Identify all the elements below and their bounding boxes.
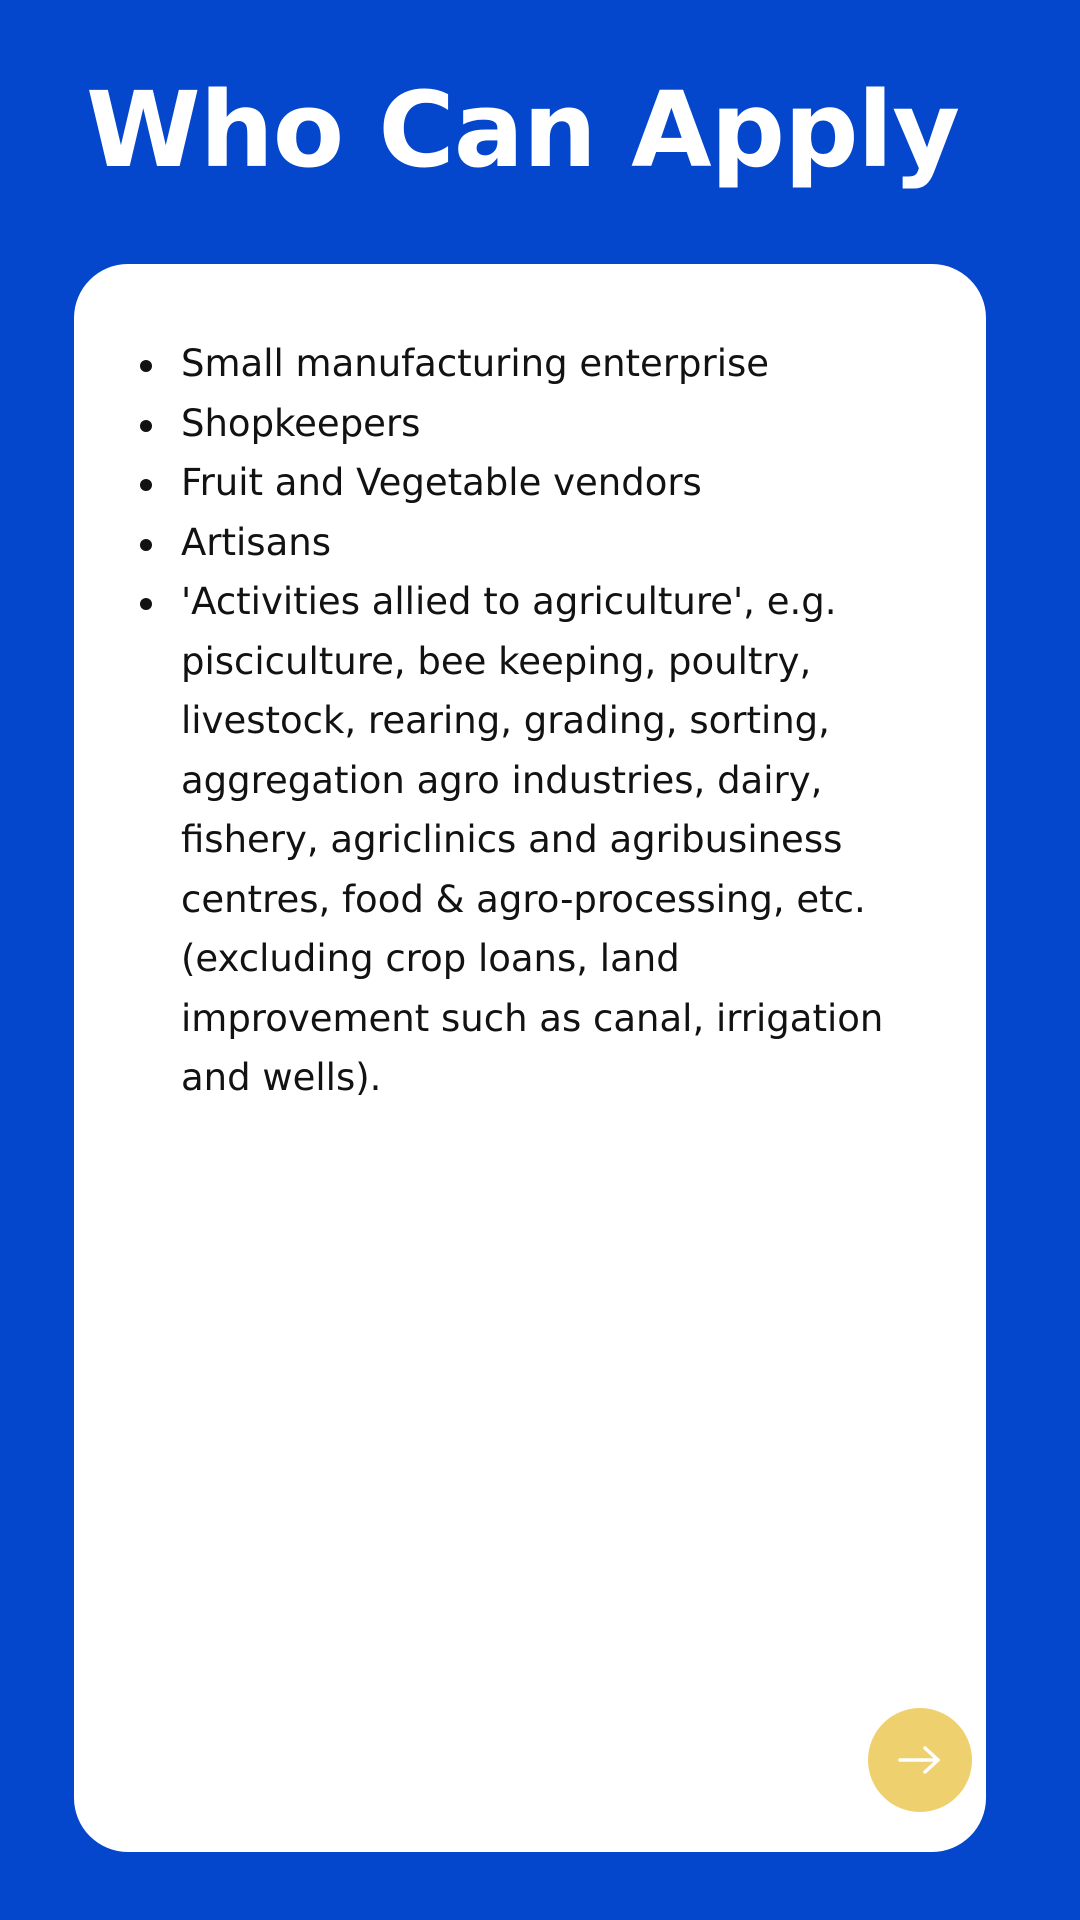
list-item <box>107 453 927 513</box>
list-item <box>107 513 927 573</box>
eligibility-list <box>107 334 927 1108</box>
next-button[interactable] <box>868 1708 972 1812</box>
bullet-icon <box>140 479 152 491</box>
list-item <box>107 572 927 1108</box>
bullet-icon <box>140 420 152 432</box>
bullet-icon <box>140 539 152 551</box>
bullet-icon <box>140 360 152 372</box>
bullet-icon <box>140 598 152 610</box>
arrow-right-icon <box>898 1745 942 1775</box>
list-item <box>107 334 927 394</box>
list-item-text: Shopkeepers <box>181 401 421 445</box>
list-item-text: Artisans <box>181 520 331 564</box>
list-item-text: Small manufacturing enterprise <box>181 342 770 385</box>
list-item-text: Fruit and Vegetable vendors <box>181 461 702 504</box>
list-item-text: 'Activities allied to agriculture', e.g. pisciculture, bee keeping, poultry, livestock, rearing, grading, sorting, aggregation agro industries, dairy, fishery, agriclinics and agribusiness centres, food & agro-processing, etc. (excluding crop loans, land improvement such as canal, irrigation and wells). <box>181 580 884 1099</box>
page-title: Who Can Apply <box>86 69 959 191</box>
list-item <box>107 394 927 454</box>
